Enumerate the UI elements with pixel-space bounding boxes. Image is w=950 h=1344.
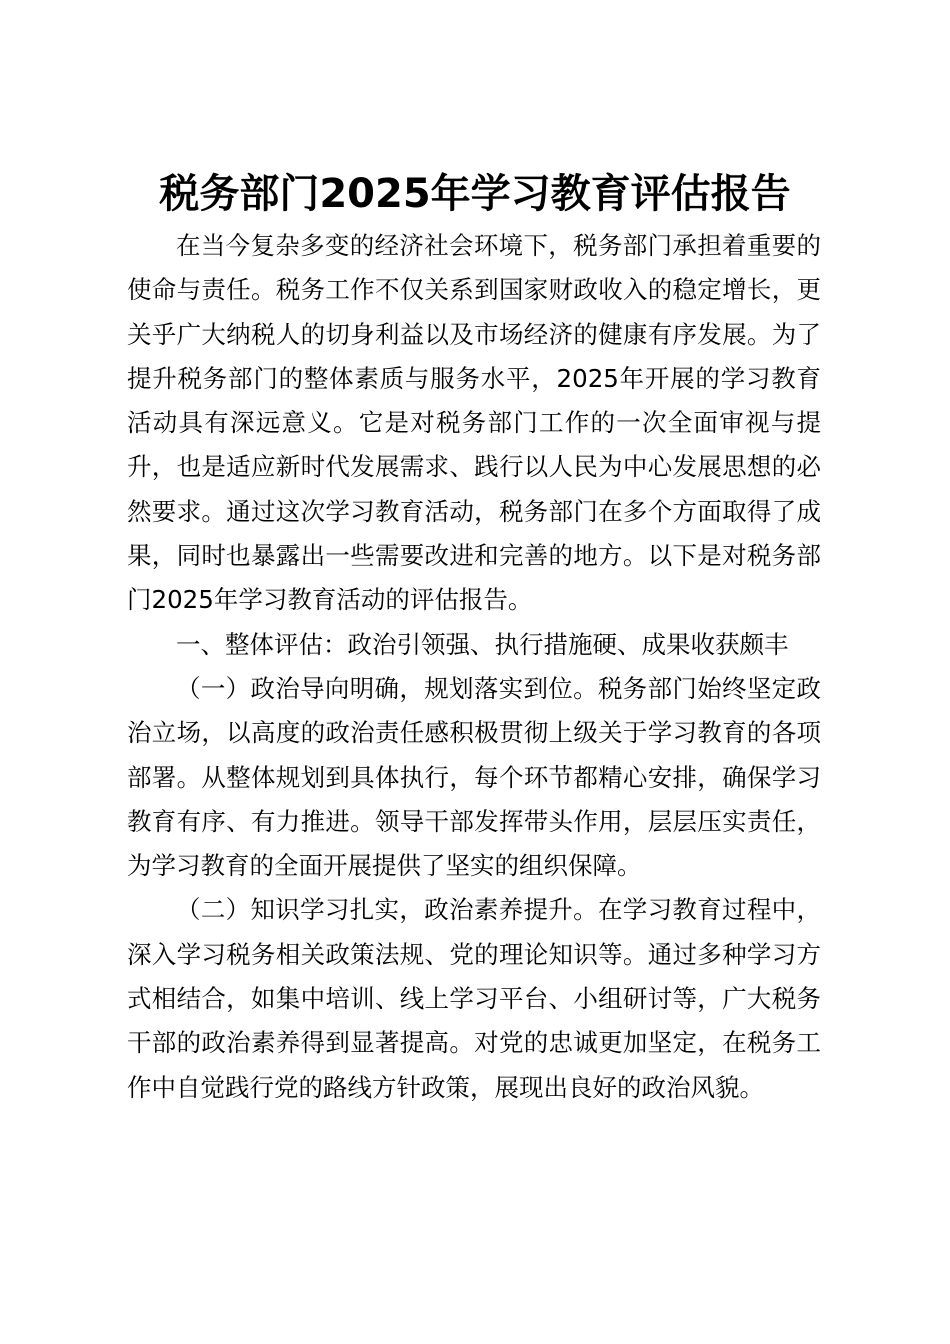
- paragraph-knowledge-learning: （二）知识学习扎实，政治素养提升。在学习教育过程中，深入学习税务相关政策法规、党的理论知识等。通过多种学习方式相结合，如集中培训、线上学习平台、小组研讨等，广大税务干部的政治素养得到显著提高。对党的忠诚更加坚定，在税务工作中自觉践行党的路线方针政策，展现出良好的政治风貌。: [127, 895, 821, 1102]
- section-heading-overall-assessment: 一、整体评估：政治引领强、执行措施硬、成果收获颇丰: [176, 629, 789, 659]
- document-body: [127, 224, 821, 1110]
- document-title: 税务部门2025年学习教育评估报告: [159, 171, 791, 217]
- intro-paragraph: 在当今复杂多变的经济社会环境下，税务部门承担着重要的使命与责任。税务工作不仅关系到国家财政收入的稳定增长，更关乎广大纳税人的切身利益以及市场经济的健康有序发展。为了提升税务部门的整体素质与服务水平，2025年开展的学习教育活动具有深远意义。它是对税务部门工作的一次全面审视与提升，也是适应新时代发展需求、践行以人民为中心发展思想的必然要求。通过这次学习教育活动，税务部门在多个方面取得了成果，同时也暴露出一些需要改进和完善的地方。以下是对税务部门2025年学习教育活动的评估报告。: [127, 231, 821, 615]
- paragraph-political-orientation: （一）政治导向明确，规划落实到位。税务部门始终坚定政治立场，以高度的政治责任感积极贯彻上级关于学习教育的各项部署。从整体规划到具体执行，每个环节都精心安排，确保学习教育有序、有力推进。领导干部发挥带头作用，层层压实责任，为学习教育的全面开展提供了坚实的组织保障。: [127, 673, 821, 881]
